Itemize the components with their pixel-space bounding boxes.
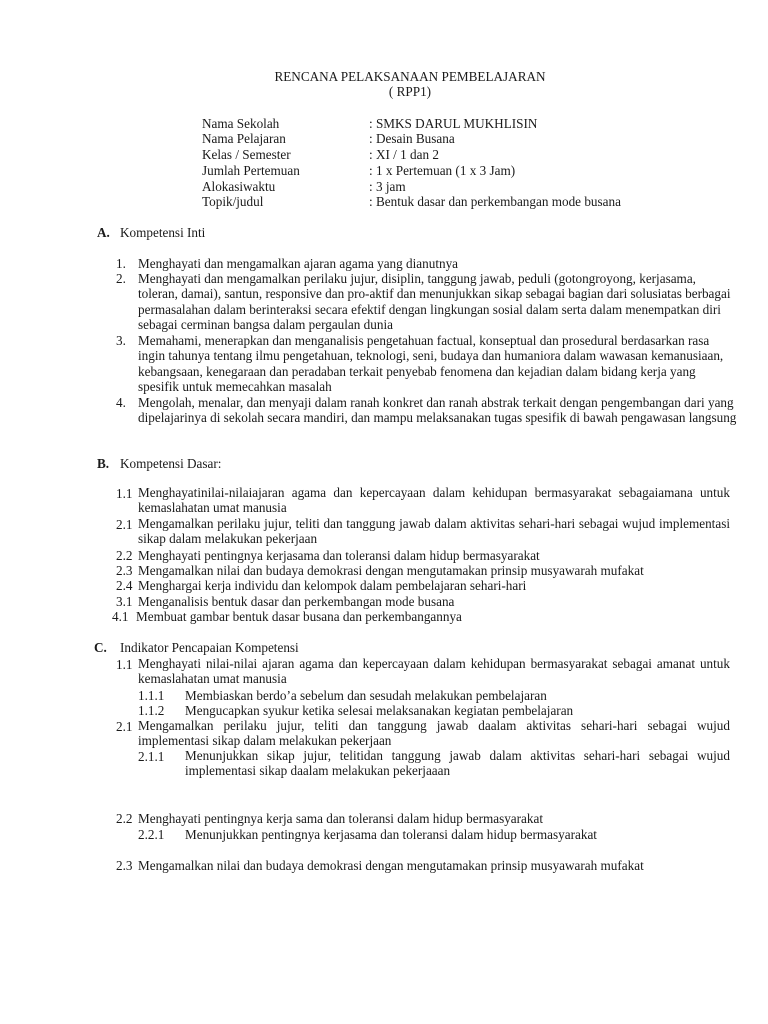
sub-item-text: Mengucapkan syukur ketika selesai melaksanakan kegiatan pembelajaran (185, 703, 574, 718)
section-title: Kompetensi Inti (120, 225, 206, 240)
list-item-text: Mengolah, menalar, dan menyaji dalam ranah konkret dan ranah abstrak terkait dengan pengembangan dari yang dipelajarinya di sekolah secara mandiri, dan mampu melaksanakan tugas spesifik di bawah pengawasan langsung (138, 395, 737, 426)
list-item-text: Menghargai kerja individu dan kelompok dalam pembelajaran sehari-hari (138, 578, 527, 593)
section-letter: A. (97, 225, 110, 240)
identity-label: Jumlah Pertemuan (202, 163, 300, 178)
list-item-text: Membuat gambar bentuk dasar busana dan perkembangannya (136, 609, 462, 624)
list-item-number: 3.1 (116, 594, 133, 609)
list-item-text: Menghayati nilai-nilai ajaran agama dan kepercayaan dalam kehidupan bermasyarakat sebagai amanat untuk kemaslahatan umat manusia (138, 656, 730, 686)
list-item-text: Mengamalkan nilai dan budaya demokrasi dengan mengutamakan prinsip musyawarah mufakat (138, 858, 644, 873)
list-item-number: 2.1 (116, 719, 133, 734)
identity-value: : 3 jam (369, 179, 406, 194)
section-letter: B. (97, 456, 110, 471)
section-title: Indikator Pencapaian Kompetensi (120, 640, 299, 655)
list-item-text: Mengamalkan perilaku jujur, teliti dan tanggung jawab dalam aktivitas sehari-hari sebagai wujud implementasi sikap dalam melakukan pekerjaan (138, 516, 730, 546)
list-item-text: Menghayati dan mengamalkan ajaran agama yang dianutnya (138, 256, 459, 271)
list-item-text: Mengamalkan perilaku jujur, teliti dan tanggung jawab daalam aktivitas sehari-hari sebagai wujud implementasi sikap dalam melakukan pekerjaan (138, 718, 730, 748)
list-item-text: Menghayati pentingnya kerjasama dan toleransi dalam hidup bermasyarakat (138, 548, 540, 563)
document-subtitle: ( RPP1) (388, 84, 432, 99)
identity-label: Alokasiwaktu (202, 179, 276, 194)
list-item-number: 2.4 (116, 578, 133, 593)
identity-label: Nama Sekolah (202, 116, 280, 131)
sub-item-number: 1.1.2 (138, 703, 165, 718)
list-item-number: 1.1 (116, 657, 133, 672)
identity-value: : 1 x Pertemuan (1 x 3 Jam) (369, 163, 516, 178)
list-item-number: 2.1 (116, 517, 133, 532)
list-item-number: 2. (116, 271, 126, 286)
list-item-number: 2.3 (116, 563, 133, 578)
section-letter: C. (94, 640, 107, 655)
identity-label: Kelas / Semester (202, 147, 291, 162)
identity-value: : Desain Busana (369, 131, 455, 146)
list-item-number: 4. (116, 395, 126, 410)
identity-value: : XI / 1 dan 2 (369, 147, 439, 162)
list-item-text: Memahami, menerapkan dan menganalisis pengetahuan factual, konseptual dan prosedural berdasarkan rasa ingin tahunya tentang ilmu pengetahuan, teknologi, seni, budaya dan humaniora dalam wawasan kemanusiaan, kebangsaan, kenegaraan dan peradaban terkait penyebab fenomena dan kejadian dalam bidang kerja yang spesifik untuk memecahkan masalah (138, 333, 724, 395)
list-item-number: 3. (116, 333, 126, 348)
identity-value: : Bentuk dasar dan perkembangan mode busana (369, 194, 621, 209)
section-title: Kompetensi Dasar: (120, 456, 222, 471)
list-item-text: Menghayatinilai-nilaiajaran agama dan kepercayaan dalam kehidupan bermasyarakat sebagaiamana untuk kemaslahatan umat manusia (138, 485, 730, 515)
identity-label: Topik/judul (202, 194, 264, 209)
sub-item-number: 2.2.1 (138, 827, 165, 842)
list-item-number: 4.1 (112, 609, 129, 624)
sub-item-number: 2.1.1 (138, 749, 165, 764)
identity-label: Nama Pelajaran (202, 131, 286, 146)
sub-item-text: Menunjukkan sikap jujur, telitidan tanggung jawab dalam aktivitas sehari-hari sebagai wujud implementasi sikap daalam melakukan pekerjaaan (185, 748, 730, 778)
document-title: RENCANA PELAKSANAAN PEMBELAJARAN (274, 69, 546, 84)
list-item-text: Menghayati pentingnya kerja sama dan toleransi dalam hidup bermasyarakat (138, 811, 544, 826)
list-item-number: 2.2 (116, 548, 133, 563)
list-item-text: Menganalisis bentuk dasar dan perkembangan mode busana (138, 594, 455, 609)
list-item-text: Menghayati dan mengamalkan perilaku jujur, disiplin, tanggung jawab, peduli (gotongroyong, kerjasama, toleran, damai), santun, responsive dan pro-aktif dan menunjukkan sikap sebagai bagian dari solusiatas berbagai permasalahan dalam berinteraksi secara efektif dengan lingkungan sosial dalam serta dalam menempatkan diri sebagai cerminan bangsa dalam pergaulan dunia (138, 271, 731, 333)
list-item-number: 1. (116, 256, 126, 271)
sub-item-text: Menunjukkan pentingnya kerjasama dan toleransi dalam hidup bermasyarakat (185, 827, 597, 842)
identity-value: : SMKS DARUL MUKHLISIN (369, 116, 538, 131)
list-item-number: 2.2 (116, 811, 133, 826)
list-item-number: 1.1 (116, 486, 133, 501)
sub-item-text: Membiaskan berdo’a sebelum dan sesudah melakukan pembelajaran (185, 688, 547, 703)
sub-item-number: 1.1.1 (138, 688, 165, 703)
list-item-number: 2.3 (116, 858, 133, 873)
list-item-text: Mengamalkan nilai dan budaya demokrasi dengan mengutamakan prinsip musyawarah mufakat (138, 563, 644, 578)
